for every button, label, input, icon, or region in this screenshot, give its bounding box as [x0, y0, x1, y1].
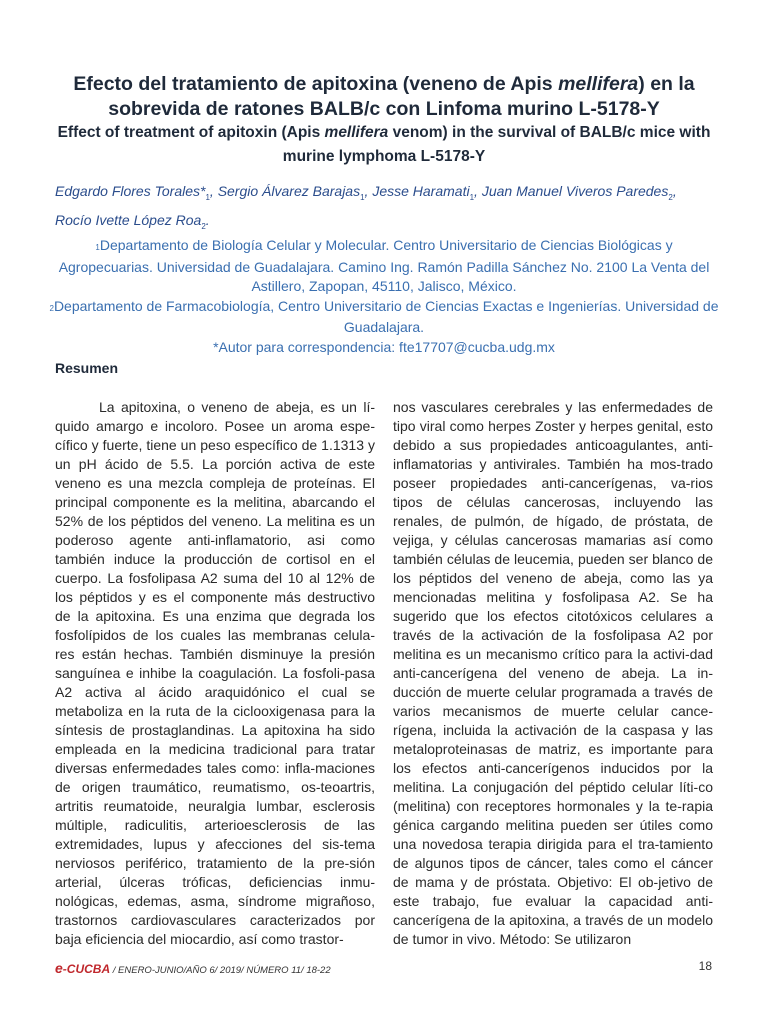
title-es-species: mellifera	[558, 73, 639, 95]
author-affil-mark: 2	[668, 192, 673, 202]
journal-citation: / ENERO-JUNIO/AÑO 6/ 2019/ NÚMERO 11/ 18-22	[110, 965, 331, 976]
journal-logo	[55, 962, 110, 976]
affiliation-2	[48, 297, 720, 338]
affiliation-2-mark: 2	[49, 303, 54, 313]
title-en-species: mellifera	[324, 124, 389, 141]
author-list: Edgardo Flores $Torales*_1$, Sergio Álvarez Barajas$_1$, Jesse Haramati$_1$, Juan Manuel Viveros Paredes$_2$, Rocío Ivette López Roa$_2$.	[55, 183, 677, 231]
page-number: 18	[698, 959, 712, 973]
title-spanish	[40, 72, 728, 122]
author	[55, 211, 206, 231]
journal-logo-text: -CUCBA	[62, 962, 111, 976]
author-name: Jesse Haramati	[372, 183, 470, 199]
author	[55, 183, 210, 202]
title-english	[40, 121, 728, 169]
title-en-part2: venom) in the survival of BALB/c mice with murine lymphoma L-5178-Y	[282, 124, 711, 165]
title-es-part2: ) en la sobrevida de ratones BALB/c con Linfoma murino L-5178-Y	[108, 73, 695, 120]
abstract-column-right: nos vasculares cerebrales y las enfermedades de tipo viral como herpes Zoster y herpes genital, esto debido a sus propiedades anticoagulantes, anti-inflamatorias y antivirales. También ha mos-trado poseer propiedades anti-cancerígenas, va-rios tipos de células cancerosas, incluyendo las renales, de pulmón, de hígado, de próstata, de vejiga, y células cancerosas mamarias así como también células de leucemia, pueden ser blanco de los péptidos del veneno de abeja, como las ya mencionadas melitina y fosfolipasa A2. Se ha sugerido que los efectos citotóxicos celulares a través de la activación de la fosfolipasa A2 por melitina es un mecanismo crítico para la activi-dad anti-cancerígena del veneno de abeja. La in-ducción de muerte celular programada a través de varios mecanismos de muerte celular cance-rígena, incluida la activación de la caspasa y las metaloproteinasas de matriz, es importante para los efectos anti-cancerígenos inducidos por la melitina. La conjugación del péptido celular líti-co (melitina) con receptores hormonales y la te-rapia génica cargando melitina pueden ser útiles como una novedosa terapia dirigida para el tra-tamiento de algunos tipos de cáncer, tales como el cáncer de mama y de próstata. Objetivo: El ob-jetivo de este trabajo, fue evaluar la capacidad anti-cancerígena de la apitoxina, a través de un modelo de tumor in vivo. Método: Se utilizaron	[393, 399, 713, 947]
author-affil-mark: 1	[205, 192, 210, 202]
author-affil-mark: 2	[201, 221, 206, 231]
author-name: Sergio Álvarez Barajas	[217, 183, 361, 199]
journal-logo-e: e	[55, 960, 63, 976]
abstract-column-left: La apitoxina, o veneno de abeja, es un lí-quido amargo e incoloro. Posee un aroma espe-cífico y fuerte, tiene un peso específico de 1.1313 y un pH ácido de 5.5. La porción activa de este veneno es una mezcla compleja de proteínas. El principal componente es la melitina, abarcando el 52% de los péptidos del veneno. La melitina es un poderoso agente anti-inflamatorio, asi como también induce la producción de cortisol en el cuerpo. La fosfolipasa A2 suma del 10 al 12% de los péptidos y es el componente más destructivo de la apitoxina. Es una enzima que degrada los fosfolípidos de los cuales las membranas celula-res están hechas. También disminuye la presión sanguínea e inhibe la coagulación. La fosfoli-pasa A2 activa al ácido araquidónico el cual se metaboliza en la ruta de la ciclooxigenasa para la síntesis de prostaglandinas. La apitoxina ha sido empleada en la medicina tradicional para tratar diversas enfermedades tales como: infla-maciones de origen traumático, reumatismo, os-teoartris, artritis reumatoide, neuralgia lumbar, esclerosis múltiple, radiculitis, arterioesclerosis de las extremidades, lupus y afecciones del sis-tema nerviosos periférico, tratamiento de la pre-sión arterial, úlceras tróficas, deficiencias inmu-nológicas, edemas, asma, síndrome migrañoso, trastornos cardiovasculares caracterizados por baja eficiencia del miocardio, así como trastor-	[55, 399, 375, 947]
author-name: Juan Manuel Viveros Paredes	[481, 183, 669, 199]
correspondence: *Autor para correspondencia: fte17707@cucba.udg.mx	[213, 338, 555, 355]
section-heading-resumen: Resumen	[55, 360, 119, 376]
author-name: Edgardo Flores Torales*	[55, 183, 206, 199]
author	[372, 183, 475, 202]
author	[217, 183, 365, 202]
affiliations	[48, 236, 720, 357]
title-es-part1: Efecto del tratamiento de apitoxina (veneno de Apis	[73, 73, 559, 95]
footer-citation	[55, 960, 331, 976]
author	[481, 183, 673, 202]
affiliation-1-text: Departamento de Biología Celular y Molecular. Centro Universitario de Ciencias Biológicas y Agropecuarias. Universidad de Guadalajara. Camino Ing. Ramón Padilla Sánchez No. 2100 La Venta del Astillero, Zapopan, 45110, Jalisco, México.	[58, 237, 710, 294]
author-name: Rocío Ivette López Roa	[55, 211, 202, 228]
author-affil-mark: 1	[469, 192, 475, 202]
affiliation-2-text: Departamento de Farmacobiología, Centro Universitario de Ciencias Exactas e Ingenierías. Universidad de Guadalajara.	[53, 297, 719, 335]
affiliation-1-mark: 1	[95, 243, 100, 252]
affiliation-1	[48, 236, 720, 297]
author-affil-mark: 1	[360, 192, 365, 202]
title-en-part1: Effect of treatment of apitoxin (Apis	[57, 124, 325, 141]
